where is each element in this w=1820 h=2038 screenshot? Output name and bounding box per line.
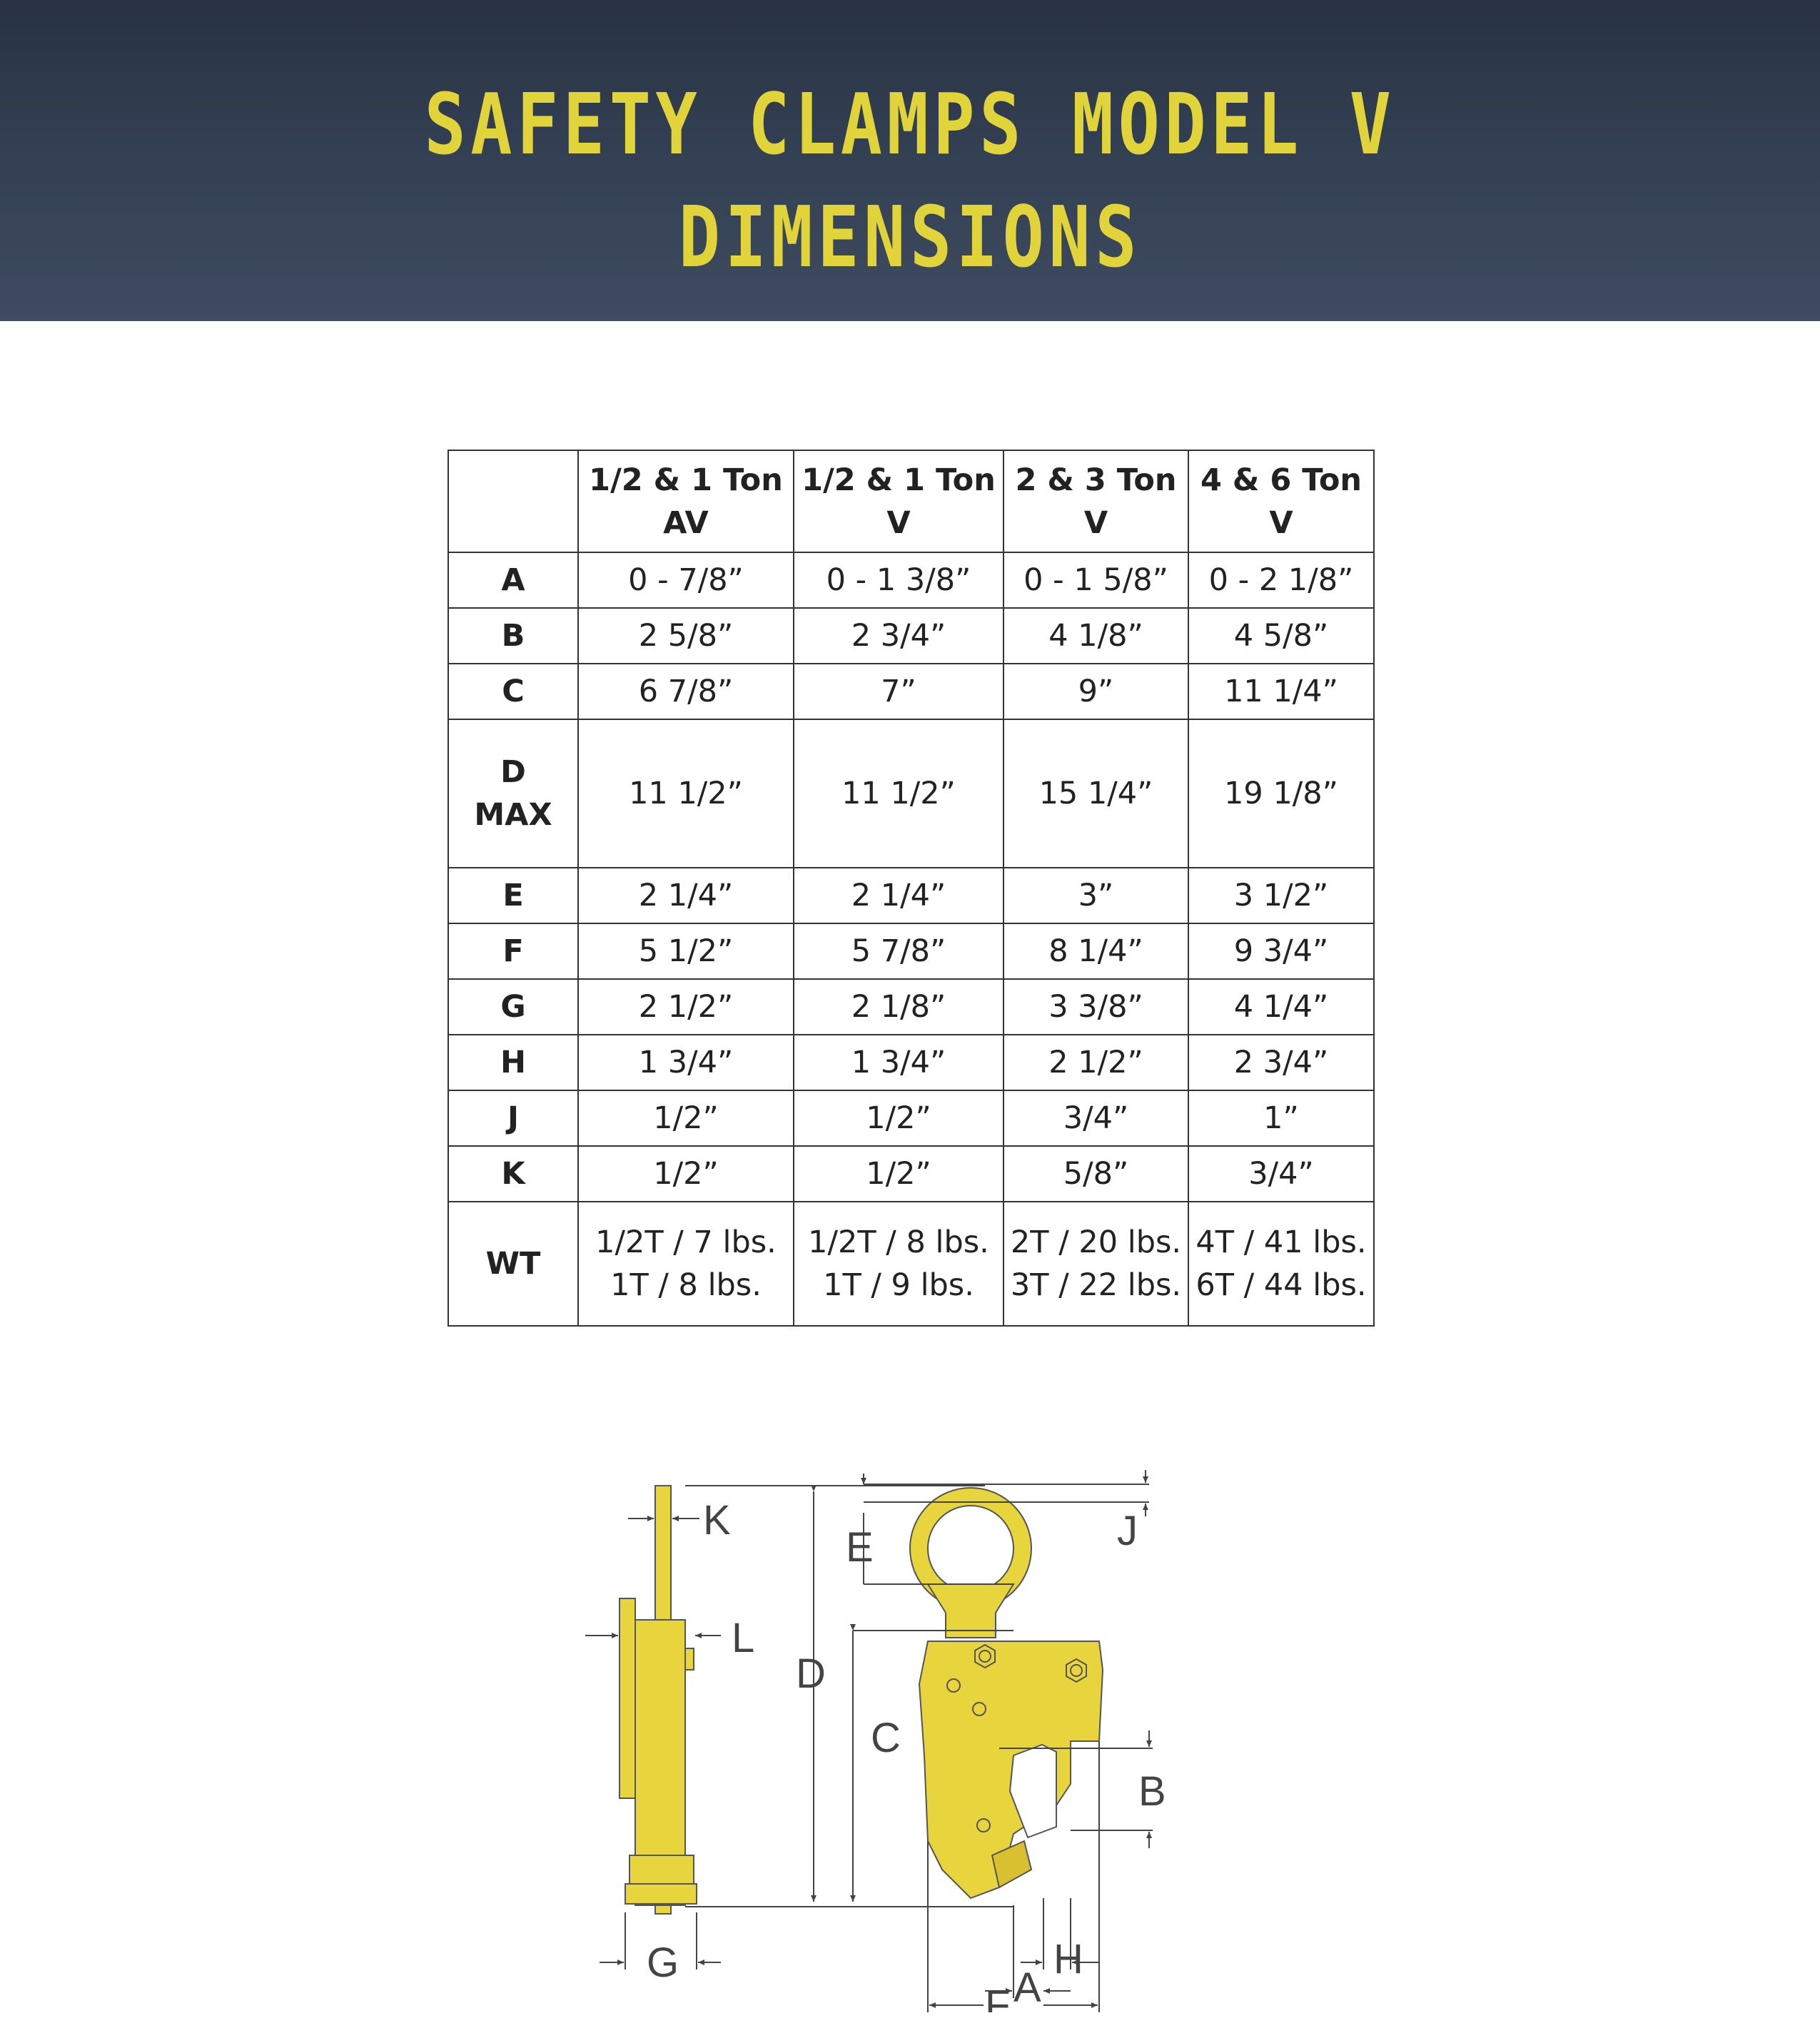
shackle-hole: [928, 1506, 1013, 1591]
side-pin: [685, 1648, 694, 1670]
table-cell: 9”: [1003, 664, 1188, 719]
table-cell: 4 1/8”: [1003, 608, 1188, 664]
table-row: [448, 1035, 1374, 1090]
row-label: B: [448, 608, 578, 664]
side-jaw: [630, 1855, 694, 1884]
table-cell: 2 1/8”: [794, 979, 1003, 1035]
table-cell: 2 3/4”: [1188, 1035, 1374, 1090]
table-cell: 1 3/4”: [794, 1035, 1003, 1090]
table-cell: 7”: [794, 664, 1003, 719]
row-label: A: [448, 552, 578, 608]
table-cell: 1/2T / 8 lbs. 1T / 9 lbs.: [794, 1202, 1003, 1326]
table-cell: 2T / 20 lbs. 3T / 22 lbs.: [1003, 1202, 1188, 1326]
row-label: H: [448, 1035, 578, 1090]
row-label: WT: [448, 1202, 578, 1326]
page-title: [0, 68, 1820, 293]
table-row: [448, 608, 1374, 664]
column-header: 1/2 & 1 Ton V: [794, 450, 1003, 552]
row-label: K: [448, 1146, 578, 1202]
table-cell: 1 3/4”: [578, 1035, 794, 1090]
table-cell: 0 - 1 3/8”: [794, 552, 1003, 608]
table-row: [448, 664, 1374, 719]
table-cell: 1/2”: [794, 1146, 1003, 1202]
table-cell: 2 1/2”: [1003, 1035, 1188, 1090]
clamp-diagram: [557, 1470, 1213, 2012]
table-row: [448, 923, 1374, 979]
table-cell: 8 1/4”: [1003, 923, 1188, 979]
label-e: E: [846, 1524, 874, 1571]
table-row: [448, 552, 1374, 608]
dimensions-table: [448, 450, 1375, 1327]
table-cell: 2 1/2”: [578, 979, 794, 1035]
table-cell: 15 1/4”: [1003, 719, 1188, 868]
column-header: 4 & 6 Ton V: [1188, 450, 1374, 552]
row-label: G: [448, 979, 578, 1035]
table-cell: 9 3/4”: [1188, 923, 1374, 979]
title-line-2: DIMENSIONS: [678, 188, 1142, 286]
table-cell: 11 1/4”: [1188, 664, 1374, 719]
row-label: F: [448, 923, 578, 979]
label-h: H: [1053, 1936, 1083, 1982]
bolt-hex-1: [975, 1645, 995, 1668]
table-cell: 3 1/2”: [1188, 868, 1374, 923]
bolt-hex-2: [1066, 1659, 1086, 1682]
label-l: L: [732, 1615, 755, 1661]
table-row: [448, 979, 1374, 1035]
table-row: [448, 1146, 1374, 1202]
table-cell: 5/8”: [1003, 1146, 1188, 1202]
label-d: D: [796, 1651, 826, 1697]
clamp-diagram-svg: [557, 1470, 1213, 2012]
table-cell: 3/4”: [1188, 1146, 1374, 1202]
side-view: [620, 1486, 697, 1914]
side-foot: [625, 1884, 697, 1904]
table-cell: 2 1/4”: [794, 868, 1003, 923]
table-cell: 2 5/8”: [578, 608, 794, 664]
table-row: [448, 1090, 1374, 1146]
table-cell: 3 3/8”: [1003, 979, 1188, 1035]
corner-cell: [448, 450, 578, 552]
table-cell: 11 1/2”: [578, 719, 794, 868]
side-lever: [620, 1598, 635, 1798]
table-cell: 11 1/2”: [794, 719, 1003, 868]
table-header-row: [448, 450, 1374, 552]
table-cell: 0 - 7/8”: [578, 552, 794, 608]
table-cell: 0 - 1 5/8”: [1003, 552, 1188, 608]
table-cell: 3”: [1003, 868, 1188, 923]
table-cell: 1/2”: [578, 1146, 794, 1202]
table-cell: 0 - 2 1/8”: [1188, 552, 1374, 608]
table-row: [448, 868, 1374, 923]
shackle-neck: [928, 1584, 1013, 1638]
label-a: A: [1013, 1965, 1041, 2011]
dimension-labels: [647, 1497, 1166, 2012]
table-cell: 2 1/4”: [578, 868, 794, 923]
table-cell: 1”: [1188, 1090, 1374, 1146]
table-cell: 5 7/8”: [794, 923, 1003, 979]
label-c: C: [871, 1715, 901, 1761]
row-label: J: [448, 1090, 578, 1146]
table-cell: 2 3/4”: [794, 608, 1003, 664]
table-cell: 4T / 41 lbs. 6T / 44 lbs.: [1188, 1202, 1374, 1326]
row-label: E: [448, 868, 578, 923]
table-cell: 1/2”: [794, 1090, 1003, 1146]
table-cell: 1/2T / 7 lbs. 1T / 8 lbs.: [578, 1202, 794, 1326]
label-b: B: [1138, 1768, 1166, 1815]
label-f: F: [985, 1982, 1011, 2012]
table-cell: 3/4”: [1003, 1090, 1188, 1146]
table-row: [448, 1202, 1374, 1326]
label-k: K: [703, 1497, 731, 1543]
table-cell: 19 1/8”: [1188, 719, 1374, 868]
table-cell: 5 1/2”: [578, 923, 794, 979]
title-line-1: SAFETY CLAMPS MODEL V: [424, 75, 1396, 173]
table-cell: 4 1/4”: [1188, 979, 1374, 1035]
label-g: G: [647, 1940, 679, 1986]
column-header: 1/2 & 1 Ton AV: [578, 450, 794, 552]
row-label: D MAX: [448, 719, 578, 868]
column-header: 2 & 3 Ton V: [1003, 450, 1188, 552]
label-j: J: [1117, 1508, 1138, 1554]
table-cell: 6 7/8”: [578, 664, 794, 719]
table-cell: 1/2”: [578, 1090, 794, 1146]
header-banner: [0, 0, 1820, 321]
row-label: C: [448, 664, 578, 719]
table-row: [448, 719, 1374, 868]
table-cell: 4 5/8”: [1188, 608, 1374, 664]
